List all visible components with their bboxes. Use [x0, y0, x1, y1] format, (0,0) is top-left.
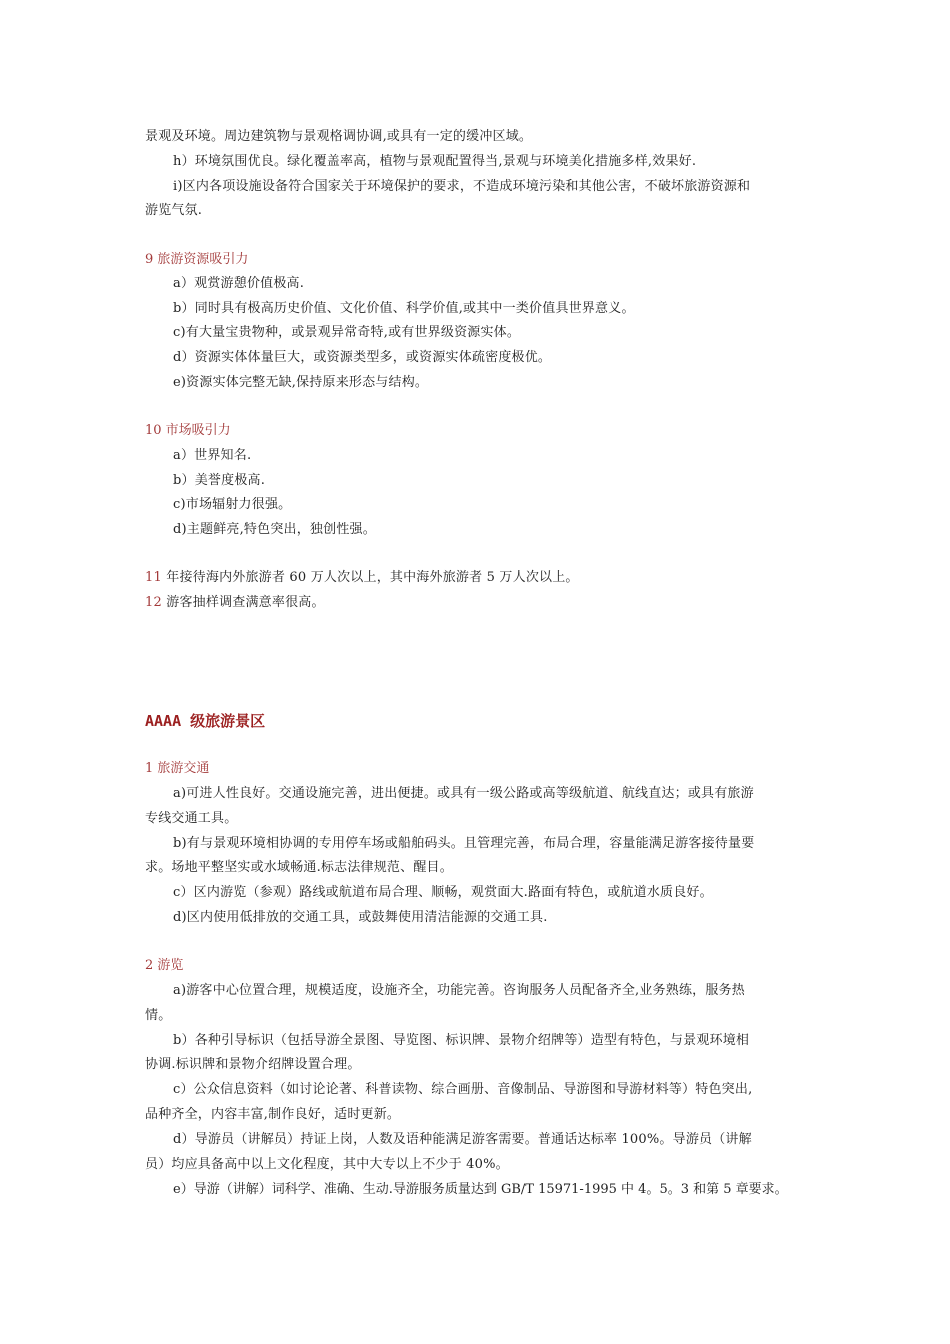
aaaa1-item-b-line1: b)有与景观环境相协调的专用停车场或船舶码头。且管理完善，布局合理，容量能满足游客接待量要	[173, 836, 755, 851]
section-heading-10: 10 市场吸引力	[145, 423, 231, 438]
section9-item-c: c)有大量宝贵物种，或景观异常奇特,或有世界级资源实体。	[173, 325, 521, 340]
section9-item-b: b）同时具有极高历史价值、文化价值、科学价值,或其中一类价值具世界意义。	[173, 301, 635, 316]
section10-item-c: c)市场辐射力很强。	[173, 497, 292, 512]
item-i-line1: i)区内各项设施设备符合国家关于环境保护的要求，不造成环境污染和其他公害，不破坏旅游资源和	[173, 179, 751, 194]
item-h: h）环境氛围优良。绿化覆盖率高，植物与景观配置得当,景观与环境美化措施多样,效果好.	[173, 154, 697, 169]
aaaa2-item-c-line2: 品种齐全，内容丰富,制作良好，适时更新。	[145, 1107, 401, 1122]
item-i-line2: 游览气氛.	[145, 203, 203, 218]
aaaa2-item-b-line1: b）各种引导标识（包括导游全景图、导览图、标识牌、景物介绍牌等）造型有特色，与景观环境相	[173, 1033, 750, 1048]
aaaa1-item-d: d)区内使用低排放的交通工具，或鼓舞使用清洁能源的交通工具.	[173, 910, 548, 925]
section-12	[145, 593, 325, 613]
aaaa1-item-a-line2: 专线交通工具。	[145, 811, 238, 826]
section-12-text: 游客抽样调查满意率很高。	[161, 595, 325, 610]
aaaa1-item-a-line1: a)可进人性良好。交通设施完善，进出便捷。或具有一级公路或高等级航道、航线直达；或具有旅游	[173, 786, 754, 801]
aaaa1-item-b-line2: 求。场地平整坚实或水域畅通.标志法律规范、醒目。	[145, 860, 453, 875]
section9-item-e: e)资源实体完整无缺,保持原来形态与结构。	[173, 375, 429, 390]
aaaa2-item-a-line2: 情。	[145, 1008, 172, 1023]
section10-item-d: d)主题鲜亮,特色突出，独创性强。	[173, 522, 376, 537]
section-11	[145, 568, 579, 588]
section-11-text: 年接待海内外旅游者 60 万人次以上，其中海外旅游者 5 万人次以上。	[161, 570, 579, 585]
section-heading-9: 9 旅游资源吸引力	[145, 252, 249, 267]
section-12-number: 12	[145, 595, 162, 610]
section9-item-d: d）资源实体体量巨大，或资源类型多，或资源实体疏密度极优。	[173, 350, 552, 365]
aaaa2-item-d-line2: 员）均应具备高中以上文化程度，其中大专以上不少于 40%。	[145, 1157, 509, 1172]
section-11-number: 11	[145, 570, 162, 585]
aaaa2-item-a-line1: a)游客中心位置合理，规模适度，设施齐全，功能完善。咨询服务人员配备齐全,业务熟练，服务热	[173, 983, 745, 998]
paragraph-continuation: 景观及环境。周边建筑物与景观格调协调,或具有一定的缓冲区域。	[145, 129, 533, 144]
aaaa2-item-b-line2: 协调.标识牌和景物介绍牌设置合理。	[145, 1057, 361, 1072]
aaaa-section-heading-1: 1 旅游交通	[145, 761, 210, 776]
aaaa2-item-e: e）导游（讲解）词科学、准确、生动.导游服务质量达到 GB/T 15971-1995 中 4。5。3 和第 5 章要求。	[173, 1182, 788, 1197]
section10-item-b: b）美誉度极高.	[173, 473, 266, 488]
aaaa2-item-d-line1: d）导游员（讲解员）持证上岗，人数及语种能满足游客需要。普通话达标率 100%。导游员（讲解	[173, 1132, 752, 1147]
section9-item-a: a）观赏游憩价值极高.	[173, 276, 305, 291]
section10-item-a: a）世界知名.	[173, 448, 252, 463]
aaaa-title: AAAA 级旅游景区	[145, 712, 266, 730]
aaaa-section-heading-2: 2 游览	[145, 958, 184, 973]
aaaa2-item-c-line1: c）公众信息资料（如讨论论著、科普读物、综合画册、音像制品、导游图和导游材料等）特色突出,	[173, 1082, 753, 1097]
aaaa1-item-c: c）区内游览（参观）路线或航道布局合理、顺畅，观赏面大.路面有特色，或航道水质良好。	[173, 885, 713, 900]
